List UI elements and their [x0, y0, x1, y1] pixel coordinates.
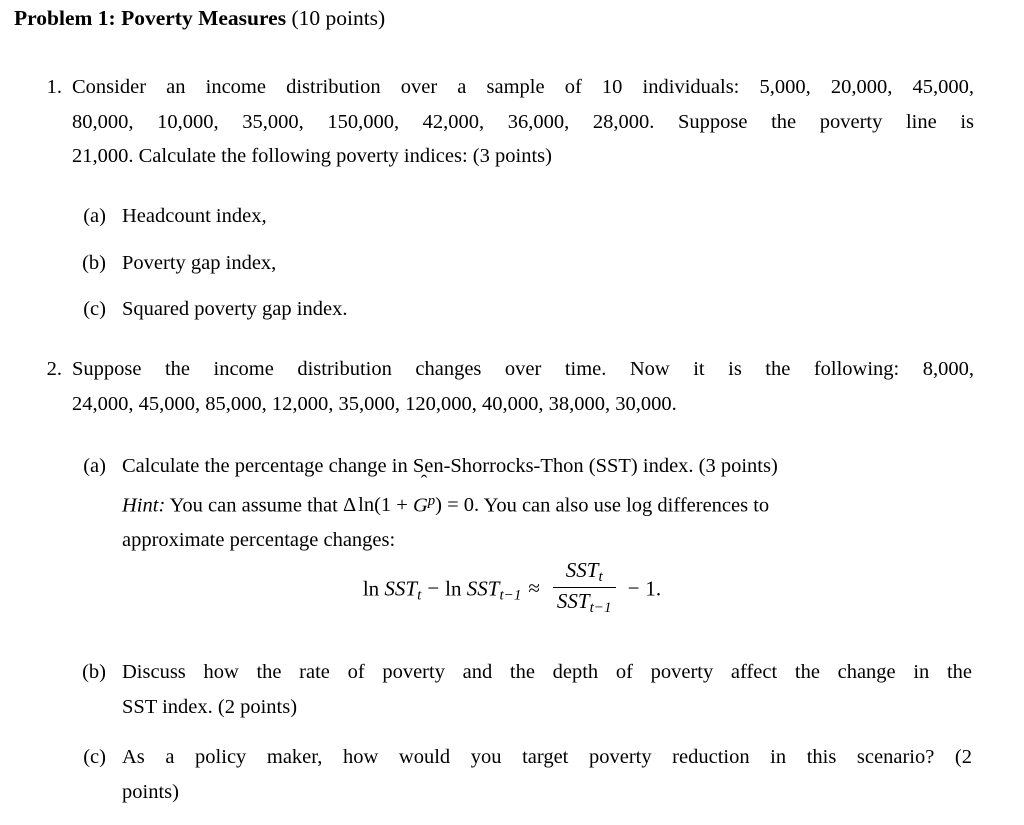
eq-ln-1: ln [362, 576, 380, 601]
list-item-2c-line-1: As a policy maker, how would you target poverty reduction in this scenario? (2 [122, 746, 972, 768]
eq-approx-sign: ≈ [528, 576, 540, 601]
list-item-problem-1 [22, 70, 974, 174]
delta-symbol: Δ [342, 494, 357, 517]
list-marker-2b: (b) [82, 661, 106, 683]
list-item-1a-text: Headcount index, [122, 205, 267, 227]
list-marker-1a: (a) [83, 205, 106, 227]
problem-1-text [72, 70, 974, 174]
list-item-problem-2 [22, 352, 974, 421]
hint-post-text: You can also use log differences to [483, 494, 770, 517]
hint-pre-text: You can assume that [169, 494, 338, 517]
eq-sst-2: SST [466, 576, 500, 601]
list-item-2b-line-1: Discuss how the rate of poverty and the depth of poverty affect the change in the [122, 661, 972, 683]
hint-label: Hint: [122, 494, 166, 517]
list-item-2a-line-1: Calculate the percentage change in Sen-Shorrocks-Thon (SST) index. (3 points) [122, 455, 778, 477]
eq-minus-2: − [627, 576, 640, 601]
inline-equation-delta-ln [342, 472, 480, 517]
list-item-1b [62, 246, 972, 281]
hat-accent-icon: ˆ [420, 472, 428, 494]
eq-one: 1. [645, 576, 662, 601]
ln-operator: ln [358, 494, 375, 517]
page-title-heading: Problem 1: Poverty Measures [14, 6, 287, 30]
eq-fraction-numerator [553, 559, 616, 587]
list-item-2c-text [122, 740, 972, 809]
page-title [14, 5, 994, 31]
problem-1-line-1: Consider an income distribution over a sample of 10 individuals: 5,000, 20,000, 45,000, [72, 76, 974, 98]
list-item-2a [62, 449, 972, 557]
paren-open-one-plus: (1 + [374, 494, 408, 517]
list-item-1a [62, 199, 972, 234]
problem-2-text [72, 352, 974, 421]
eq-fraction-denominator [553, 587, 616, 618]
list-item-2c-line-2: points) [122, 780, 179, 803]
problem-2-line-2: 24,000, 45,000, 85,000, 12,000, 35,000, 120,000, 40,000, 38,000, 30,000. [72, 392, 677, 415]
g-superscript-p: p [427, 492, 436, 509]
list-item-2b-text [122, 655, 972, 724]
eq-sst-2-subscript: t−1 [499, 587, 522, 604]
list-marker-1b: (b) [82, 252, 106, 274]
list-item-2a-hint-line-1 [122, 472, 972, 523]
eq-ln-2: ln [445, 576, 462, 601]
problem-2-line-1: Suppose the income distribution changes over time. Now it is the following: 8,000, [72, 358, 974, 380]
list-marker-2c: (c) [83, 746, 106, 768]
eq-fraction [553, 559, 616, 618]
eq-num-subscript: t [598, 569, 603, 586]
g-hat-symbol [412, 472, 436, 523]
list-item-2c [62, 740, 972, 809]
display-equation [0, 558, 1024, 620]
eq-num-sst: SST [565, 558, 599, 583]
list-marker-1: 1. [46, 76, 62, 98]
eq-sst-1: SST [384, 576, 418, 601]
page-title-points: (10 points) [291, 6, 386, 30]
eq-den-subscript: t−1 [589, 600, 612, 617]
list-item-2b-line-2: SST index. (2 points) [122, 695, 298, 718]
list-item-1b-text: Poverty gap index, [122, 252, 277, 274]
list-marker-1c: (c) [83, 298, 106, 320]
eq-den-sst: SST [556, 589, 590, 614]
list-item-2b [62, 655, 972, 724]
problem-1-line-2: 80,000, 10,000, 35,000, 150,000, 42,000, 36,000, 28,000. Suppose the poverty line is [72, 110, 974, 133]
list-item-1c-text: Squared poverty gap index. [122, 298, 348, 320]
display-equation-content [362, 558, 662, 620]
list-item-2a-hint-line-2: approximate percentage changes: [122, 528, 396, 551]
list-marker-2: 2. [46, 358, 62, 380]
problem-1-line-3: 21,000. Calculate the following poverty indices: (3 points) [72, 145, 552, 167]
list-item-1c [62, 292, 972, 327]
g-variable: G [412, 494, 428, 517]
eq-sst-1-subscript: t [417, 587, 422, 604]
eq-minus-1: − [427, 576, 440, 601]
list-item-2a-text [122, 449, 972, 557]
list-marker-2a: (a) [83, 455, 106, 477]
paren-close-equals-zero: ) = 0. [435, 494, 480, 517]
